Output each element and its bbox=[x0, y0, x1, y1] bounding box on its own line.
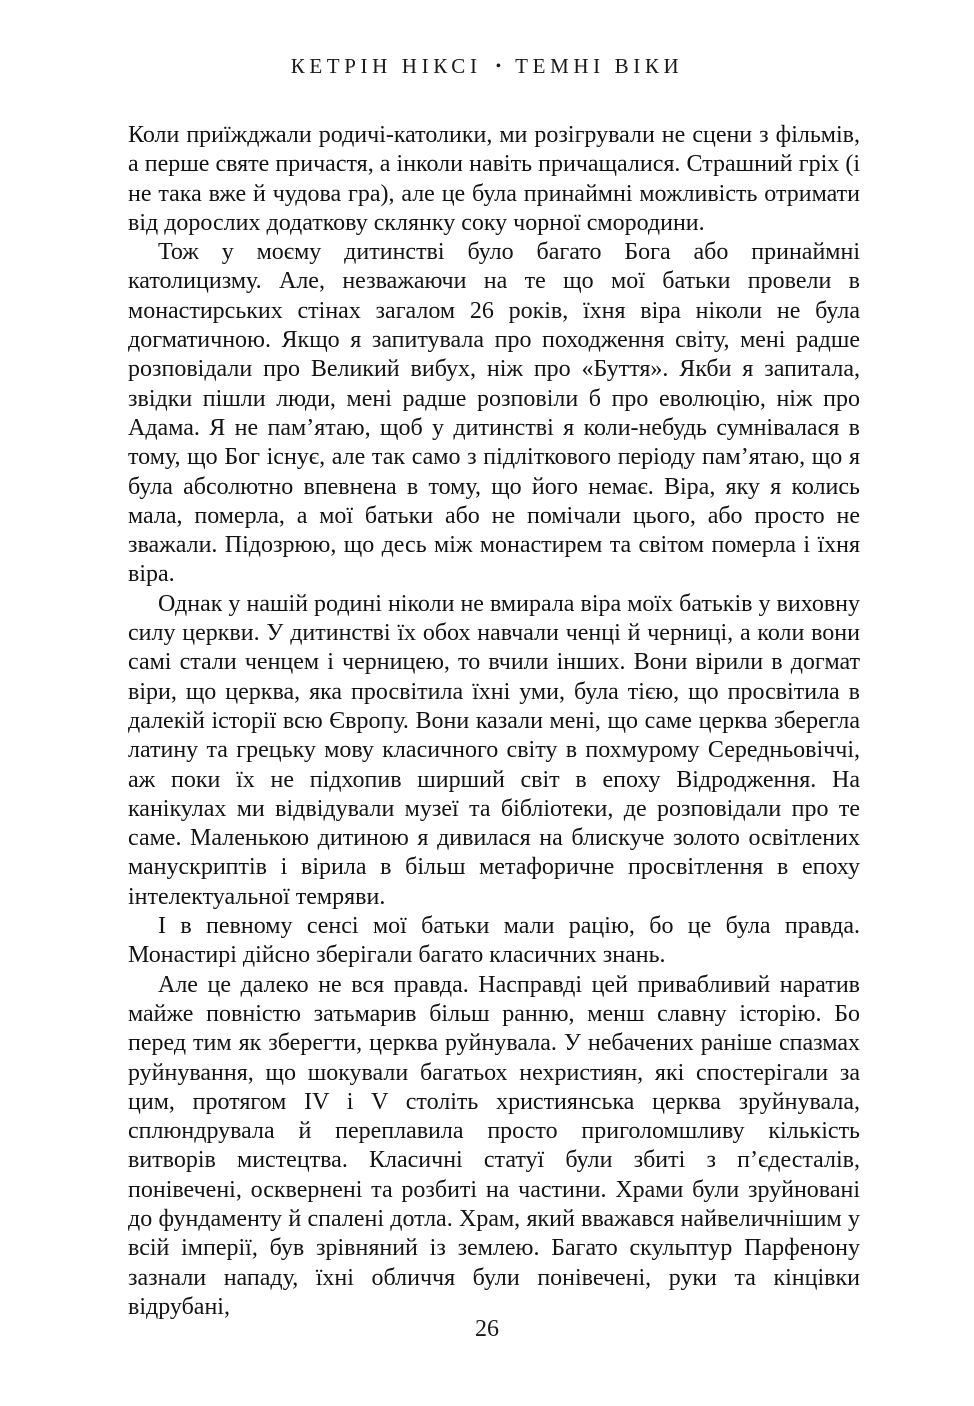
paragraph: Але це далеко не вся правда. Насправді цей привабливий наратив майже повністю затьмарив більш ранню, менш славну історію. Бо перед тим як зберегти, церква руйнувала. У небачених раніше спазмах руйнування, що шокували багатьох нехристиян, які спостерігали за цим, протягом IV і V століть християнська церква зруйнувала, сплюндрувала й переплавила просто приголомшливу кількість витворів мистецтва. Класичні статуї були збиті з п’єдесталів, понівечені, осквернені та розбиті на частини. Храми були зруйновані до фундаменту й спалені дотла. Храм, який вважався найвеличнішим у всій імперії, був зрівняний із землею. Багато скульптур Парфенону зазнали нападу, їхні обличчя були понівечені, руки та кінцівки відрубані, bbox=[128, 971, 860, 1320]
paragraph: Коли приїжджали родичі-католики, ми розігрували не сцени з фільмів, а перше святе причастя, а інколи навіть причащалися. Страшний гріх (і не така вже й чудова гра), але це була принаймні можливість отримати від дорослих додаткову склянку соку чорної смородини. bbox=[128, 122, 860, 236]
body-text bbox=[128, 121, 860, 1322]
running-head-author: КЕТРІН НІКСІ bbox=[290, 54, 482, 78]
running-head-book-title: ТЕМНІ ВІКИ bbox=[515, 54, 684, 78]
paragraph: Однак у нашій родині ніколи не вмирала віра моїх батьків у виховну силу церкви. У дитинстві їх обох навчали ченці й черниці, а коли вони самі стали ченцем і черницею, то вчили інших. Вони вірили в догмат віри, що церква, яка просвітила їхні уми, була тією, що просвітила в далекій історії всю Європу. Вони казали мені, що саме церква зберегла латину та грецьку мову класичного світу в похмурому Середньовіччі, аж поки їх не підхопив ширший світ в епоху Відродження. На канікулах ми відвідували музеї та бібліотеки, де розповідали про те саме. Маленькою дитиною я дивилася на блискуче золото освітлених манускриптів і вірила в більш метафоричне просвітлення в епоху інтелектуальної темряви. bbox=[128, 590, 860, 910]
running-head bbox=[0, 54, 974, 79]
paragraph: І в певному сенсі мої батьки мали рацію, бо це була правда. Монастирі дійсно зберігали багато класичних знань. bbox=[128, 913, 860, 969]
running-head-separator-dot: • bbox=[495, 58, 502, 75]
paragraph: Тож у моєму дитинстві було багато Бога або принаймні католицизму. Але, незважаючи на те що мої батьки провели в монастирських стінах загалом 26 років, їхня віра ніколи не була догматичною. Якщо я запитувала про походження світу, мені радше розповідали про Великий вибух, ніж про «Буття». Якби я запитала, звідки пішли люди, мені радше розповіли б про еволюцію, ніж про Адама. Я не пам’ятаю, щоб у дитинстві я коли-небудь сумнівалася в тому, що Бог існує, але так само з підліткового періоду пам’ятаю, що я була абсолютно впевнена в тому, що його немає. Віра, яку я колись мала, померла, а мої батьки або не помічали цього, або просто не зважали. Підозрюю, що десь між монастирем та світом померла і їхня віра. bbox=[128, 239, 860, 588]
page-number: 26 bbox=[475, 1316, 499, 1342]
